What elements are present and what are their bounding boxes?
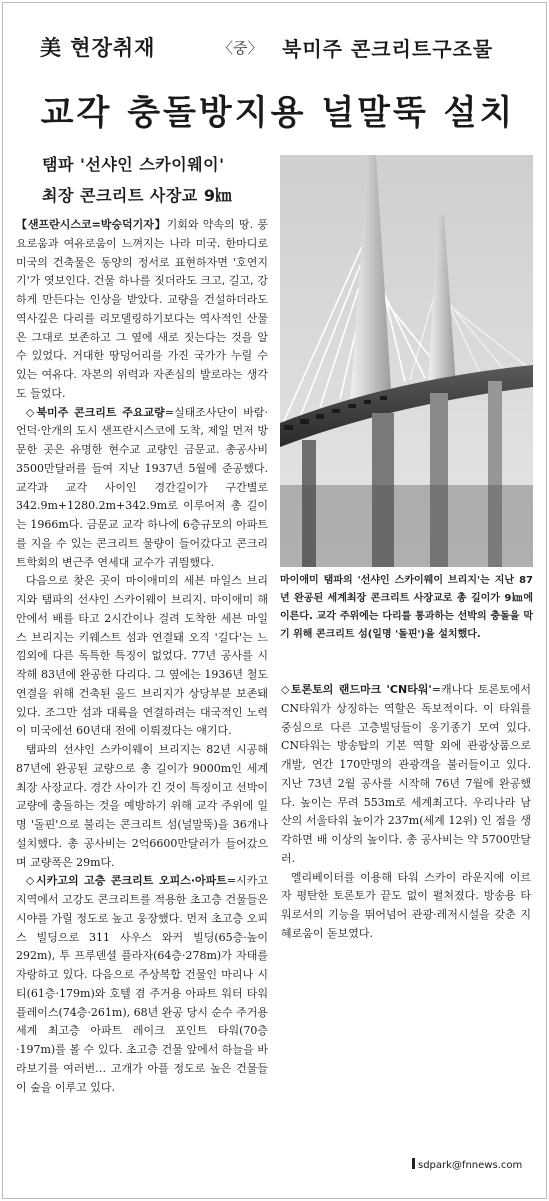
dateline: 【샌프란시스코=박승덕기자】	[16, 218, 167, 231]
section-heading-toronto: ◇토론토의 랜드마크 'CN타워'	[281, 683, 432, 696]
article-column-2	[281, 681, 531, 944]
cable-stayed-bridge-photo	[280, 155, 533, 567]
byline-email: sdpark@fnnews.com	[418, 1160, 523, 1171]
paragraph-intro	[16, 216, 268, 404]
paragraph-miami: 다음으로 찾은 곳이 마이애미의 세븐 마일스 브리지와 탬파의 선샤인 스카이웨이 브리지. 마이애미 해안에서 배를 타고 2시간이나 걸려 도착한 세븐 마일스 브리지는 키웨스트 섬과 연결돼 오직 '길다'는 느낌외에 다른 독특한 특징이 없었다. 77년 공사를 시작해 83년에 완공한 다리다. 그 옆에는 1936년 철도 연결을 위해 건축된 올드 브리지가 상당부분 보존돼 있다. 조그만 섬과 대륙을 연결하려는 대국적인 노력이 미국에선 60년대 전에 이뤄졌다는 얘기다.	[16, 574, 268, 738]
byline-bar	[412, 1158, 415, 1169]
section-heading-chicago: ◇시카고의 고층 콘크리트 오피스·아파트	[25, 874, 227, 888]
photo-caption: 마이애미 탬파의 '선샤인 스카이웨이 브리지'는 지난 87년 완공된 세계최장 콘크리트 사장교로 총 길이가 9㎞에 이른다. 교각 주위에는 다리를 통과하는 선박의 충돌을 막기 위해 콘크리트 섬(일명 '돌핀')을 설치했다.	[280, 575, 533, 640]
subheadline-1: 탬파 '선샤인 스카이웨이'	[42, 155, 225, 174]
intro-text: 기회와 약속의 땅. 풍요로움과 여유로움이 느껴지는 나라 미국. 한마디로 미국의 건축물은 동양의 정서로 표현하자면 '호연지기'가 엿보인다. 건물 하나를 짓더라도 크고, 길고, 강하게 만든다는 인상을 받았다. 교량을 건설하더라도 역사깊은 다리를 리모델링하기보다는 역사적인 산물은 그대로 보존하고 그 옆에 새로 짓는다는 것을 알 수 있었다. 거대한 땅덩어리를 가진 국가가 누릴 수 있는 여유다. 자본의 위력과 자존심의 발로라는 생각도 들었다.	[16, 218, 269, 400]
series-banner	[40, 30, 510, 68]
series-part: 〈중〉	[218, 39, 263, 57]
section-heading-bridges: ◇북미주 콘크리트 주요교량	[25, 405, 165, 419]
toronto-text: =캐나다 토론토에서 CN타워가 상징하는 역할은 독보적이다. 이 타워를 중심으로 다른 고층빌딩들이 옹기종기 모여 있다. CN타워는 방송탑의 기본 역할 외에 관광상품으로 개발, 연간 170만명의 관광객을 불러들이고 있다. 지난 73년 2월 공사를 시작해 76년 7월에 완공했다. 높이는 무려 553m로 세계최고다. 우리나라 남산의 서울타워 높이가 237m(세계 12위) 인 점을 생각하면 배 이상의 높이다. 총 공사비는 약 5700만달러.	[281, 683, 531, 865]
paragraph-chicago	[16, 872, 268, 1097]
paragraph-bridges	[16, 404, 268, 573]
series-tag: 美 현장취재	[40, 36, 156, 60]
subheadline-2: 최장 콘크리트 사장교 9㎞	[42, 186, 232, 205]
paragraph-toronto	[281, 681, 531, 869]
chicago-text: =시카고 지역에서 고강도 콘크리트를 적용한 초고층 건물들은 시야를 가릴 정도로 높고 웅장했다. 먼저 초고층 오피스 빌딩으로 311 사우스 와커 빌딩(65층·높이 292m), 투 프루덴셜 플라자(64층·278m)가 자태를 자랑하고 있다. 다음으로 주상복합 건물인 마리나 시티(61층·179m)와 호텔 겸 주거용 아파트 워터 타워 플레이스(74층·261m), 68년 완공 당시 순수 주거용 세계 최고층 아파트 레이크 포인트 타워(70층·197m)를 볼 수 있다. 초고층 건물 앞에서 하늘을 바라보기를 여러번… 고개가 아플 정도로 높은 건물들이 숲을 이루고 있다.	[16, 874, 268, 1094]
bridges-text: =실태조사단이 바람·언덕·안개의 도시 샌프란시스코에 도착, 제일 먼저 방문한 곳은 유명한 현수교 교량인 금문교. 총공사비 3500만달러를 들여 지난 1937년 5월에 준공했다. 교각과 교각 사이인 경간길이가 구간별로 342.9m+1280.2m+342.9m로 이루어져 총 길이는 1966m다. 금문교 교각 하나에 6층규모의 아파트를 지을 수 있는 콘크리트 물량이 들어갔다고 콘크리트학회의 변근주 연세대 교수가 귀띔했다.	[16, 405, 268, 569]
byline	[412, 1158, 522, 1171]
paragraph-closing: 엘리베이터를 이용해 타워 스카이 라운지에 이르자 평탄한 토론토가 끝도 없이 펼쳐졌다. 방송용 타워로서의 기능을 뛰어넘어 관광·레저시설을 갖춘 지혜로움이 돋보였다.	[281, 870, 531, 940]
paragraph-tampa: 탬파의 선샤인 스카이웨이 브리지는 82년 시공해 87년에 완공된 교량으로 총 길이가 9000m인 세계 최장 사장교다. 경간 사이가 긴 것이 특징이고 선박이 교량에 충돌하는 것을 예방하기 위해 교각 주위에 일명 '돌핀'으로 불리는 콘크리트 섬(널말뚝)을 36개나 설치했다. 총 공사비는 2억6600만달러가 들어갔으며 교량폭은 29m다.	[16, 743, 268, 869]
headline: 교각 충돌방지용 널말뚝 설치	[40, 93, 516, 133]
series-topic: 북미주 콘크리트구조물	[282, 37, 494, 61]
article-column-1	[16, 216, 268, 1097]
